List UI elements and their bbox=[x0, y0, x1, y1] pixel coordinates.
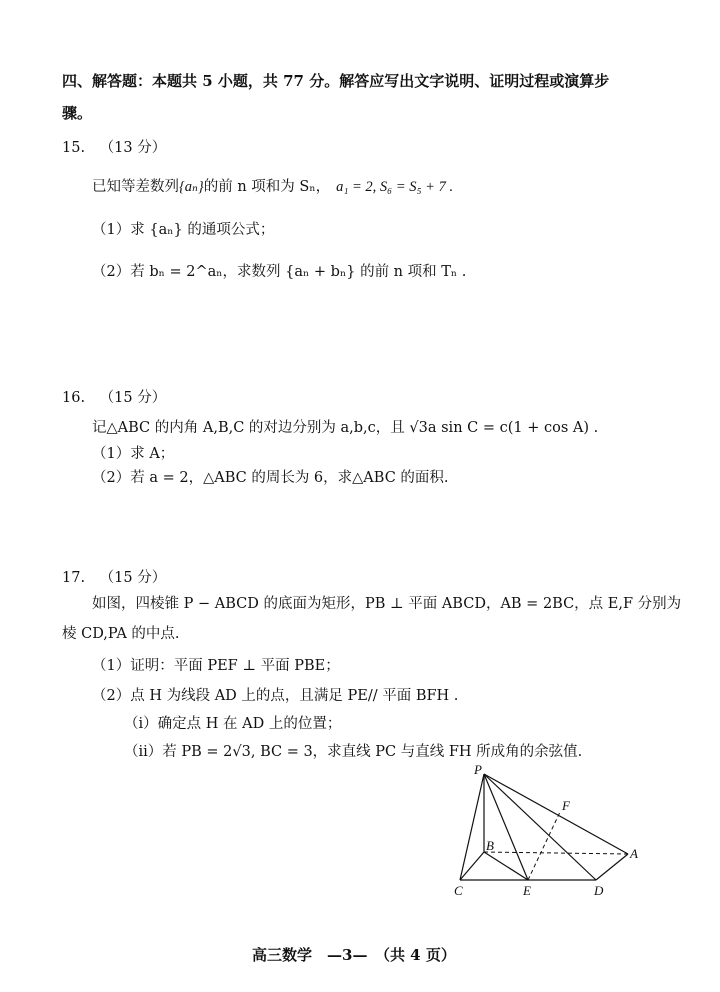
q17-part2: （2）点 H 为线段 AD 上的点，且满足 PE// 平面 BFH . bbox=[92, 688, 459, 704]
edge-DA bbox=[596, 854, 628, 880]
section-heading-line1: 四、解答题：本题共 5 小题，共 77 分。解答应写出文字说明、证明过程或演算步 bbox=[62, 72, 610, 90]
q16-score: （15 分） bbox=[99, 390, 167, 406]
label-F: F bbox=[562, 798, 570, 813]
q17-stem-line2: 棱 CD,PA 的中点. bbox=[62, 626, 180, 642]
label-D: D bbox=[594, 883, 604, 898]
q15-p1-tag: （1） bbox=[92, 222, 131, 238]
q15-part2 bbox=[92, 260, 466, 281]
q16-part1: （1）求 A； bbox=[92, 446, 175, 462]
label-B: B bbox=[486, 838, 494, 853]
q15-stem-seq: {aₙ} bbox=[179, 179, 204, 195]
section-heading-line2: 骤。 bbox=[62, 104, 93, 122]
q15-p1-text: 求 {aₙ} 的通项公式； bbox=[130, 222, 275, 238]
pyramid-figure bbox=[448, 762, 648, 902]
q17-part1: （1）证明：平面 PEF ⊥ 平面 PBE； bbox=[92, 658, 340, 674]
q15-header bbox=[62, 136, 166, 157]
page-footer: 高三数学 —3— （共 4 页） bbox=[252, 946, 456, 964]
edge-BA-hidden bbox=[484, 852, 628, 854]
q15-score: （13 分） bbox=[99, 140, 167, 156]
edge-PC bbox=[460, 774, 484, 880]
q15-p2-text: 若 bₙ = 2^aₙ，求数列 {aₙ + bₙ} 的前 n 项和 Tₙ . bbox=[130, 264, 467, 280]
q15-p2-tag: （2） bbox=[92, 264, 131, 280]
label-P: P bbox=[474, 762, 482, 777]
q17-header bbox=[62, 566, 166, 587]
q17-stem-line1: 如图，四棱锥 P − ABCD 的底面为矩形，PB ⊥ 平面 ABCD，AB = 2BC，点 E,F 分别为 bbox=[92, 596, 682, 612]
q15-part1 bbox=[92, 218, 274, 239]
q17-score: （15 分） bbox=[99, 570, 167, 586]
q15-stem-pre: 已知等差数列 bbox=[92, 179, 179, 195]
q17-number: 17. bbox=[62, 570, 86, 586]
pyramid-diagram bbox=[448, 762, 648, 902]
q17-part2-ii: （ⅱ）若 PB = 2√3, BC = 3，求直线 PC 与直线 FH 所成角的余弦值. bbox=[124, 744, 583, 760]
q15-stem bbox=[92, 175, 453, 196]
q16-part2: （2）若 a = 2，△ABC 的周长为 6，求△ABC 的面积. bbox=[92, 470, 449, 486]
q16-header bbox=[62, 386, 166, 407]
q15-number: 15. bbox=[62, 140, 86, 156]
q16-number: 16. bbox=[62, 390, 86, 406]
q15-stem-cond: a₁ = 2, S₆ = S₅ + 7 . bbox=[336, 179, 454, 195]
edge-EF-hidden bbox=[528, 812, 560, 880]
label-E: E bbox=[523, 883, 531, 898]
edge-BE bbox=[484, 852, 528, 880]
q15-stem-mid: 的前 n 项和为 Sₙ， bbox=[203, 179, 331, 195]
q16-stem: 记△ABC 的内角 A,B,C 的对边分别为 a,b,c，且 √3a sin C = c(1 + cos A) . bbox=[92, 420, 599, 436]
label-C: C bbox=[454, 883, 463, 898]
label-A: A bbox=[630, 846, 638, 861]
q17-part2-i: （ⅰ）确定点 H 在 AD 上的位置； bbox=[124, 716, 342, 732]
edge-PE bbox=[484, 774, 528, 880]
